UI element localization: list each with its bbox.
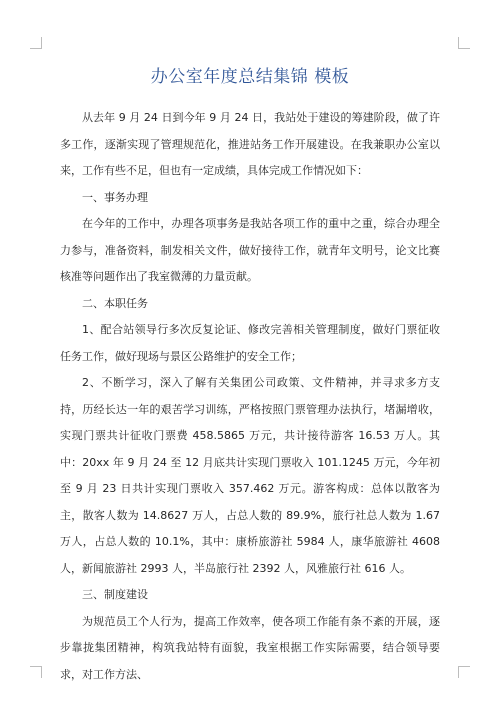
section-heading-affairs: 一、事务办理: [82, 190, 148, 204]
document-title: 办公室年度总结集锦 模板: [150, 67, 350, 87]
crop-mark-top-right: [458, 37, 470, 49]
paragraph-affairs: 在今年的工作中，办理各项事务是我站各项工作的重中之重，综合办理全力参与，准备资料，制发相关文件，做好接待工作，就青年文明号，论文比赛核准等问题作出了我室微薄的力量贡献。: [60, 217, 440, 283]
document-body: [60, 105, 440, 688]
section-heading-duties: 二、本职任务: [82, 296, 148, 310]
crop-mark-bottom-right: [458, 666, 470, 678]
section-heading-rules: 三、制度建设: [82, 588, 148, 601]
paragraph-duty-1: 1、配合站领导行多次反复论证、修改完善相关管理制度，做好门票征收任务工作，做好现场与景区公路维护的安全工作；: [60, 323, 440, 363]
paragraph-duty-2: 2、不断学习，深入了解有关集团公司政策、文件精神，并寻求多方支持，历经长达一年的艰苦学习训练，严格按照门票管理办法执行，堵漏增收，实现门票共计征收门票费 458.5865 万元，共计接待游客 16.53 万人。其中：20xx 年 9 月 24 至 12 月底共计实现门票收入 101.1245 万元，今年初至 9 月 23 日共计实现门票收入 357.462 万元。游客构成：总体以散客为主，散客人数为 14.8627 万人，占总人数的 89.9%，旅行社总人数为 1.67 万人，占总人数的 10.1%，其中：康桥旅游社 5984 人，康华旅游社 4608 人，新闻旅游社 2993 人，半岛旅行社 2392 人，风雅旅行社 616 人。: [60, 376, 440, 575]
paragraph-rules: 为规范员工个人行为，提高工作效率，使各项工作能有条不紊的开展，逐步靠拢集团精神，构筑我站特有面貌，我室根据工作实际需要，结合领导要求，对工作方法、: [60, 614, 440, 681]
crop-mark-bottom-left: [30, 666, 42, 678]
crop-mark-top-left: [30, 37, 42, 49]
paragraph-intro: 从去年 9 月 24 日到今年 9 月 24 日，我站处于建设的筹建阶段，做了许多工作，逐渐实现了管理规范化，推进站务工作开展建设。在我兼职办公室以来，工作有些不足，但也有一定成绩，具体完成工作情况如下：: [60, 111, 440, 177]
